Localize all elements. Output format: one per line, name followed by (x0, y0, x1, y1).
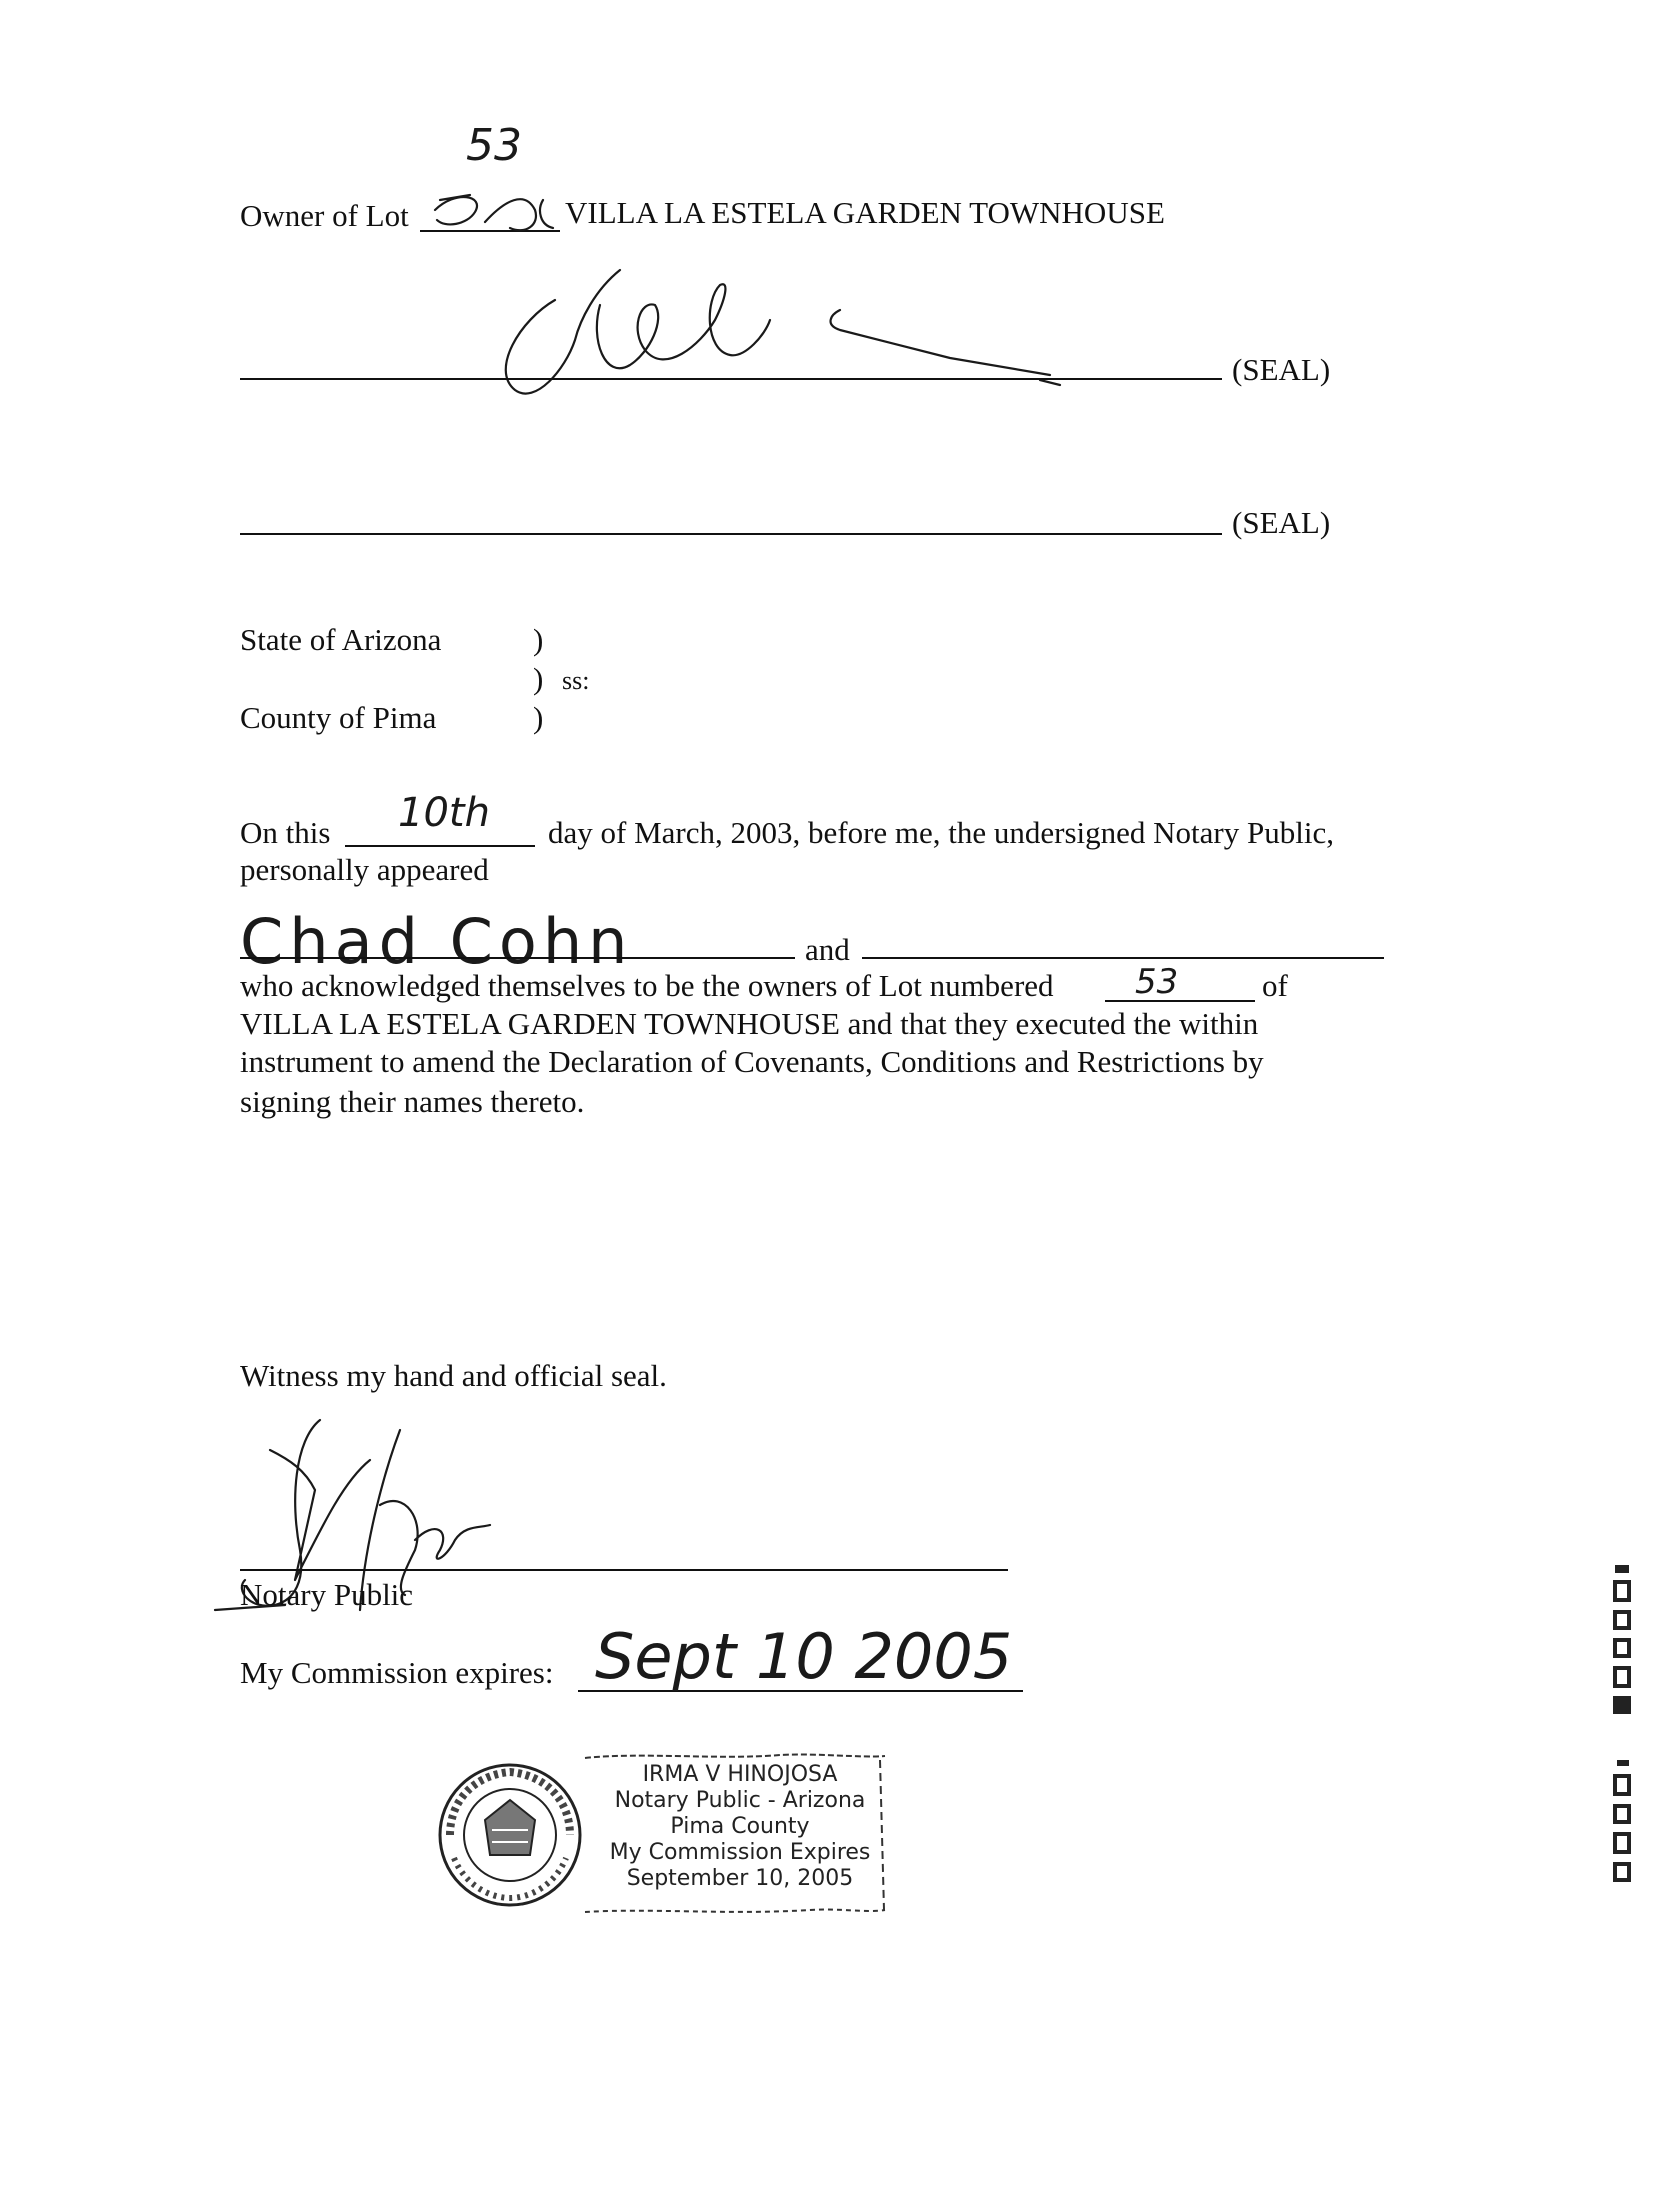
margin-recording-code (1605, 1560, 1645, 1920)
venue-paren-1: ) (533, 622, 544, 657)
arizona-state-seal (430, 1760, 590, 1910)
ack-who-text: who acknowledged themselves to be the owners of Lot numbered (240, 968, 1054, 1003)
ack-second-signer-blank (862, 957, 1384, 959)
stamp-expires-label: My Commission Expires (609, 1840, 871, 1865)
venue-county: County of Pima (240, 700, 437, 735)
venue-state: State of Arizona (240, 622, 442, 657)
stamp-county: Pima County (670, 1814, 810, 1839)
seal-label-2: (SEAL) (1232, 505, 1331, 540)
owner-lot-number: 53 (466, 120, 522, 171)
ack-day-blank (345, 845, 535, 847)
commission-handwritten: Sept 10 2005 (595, 1620, 1013, 1693)
seal-label-1: (SEAL) (1232, 352, 1331, 387)
ack-lot-blank (1105, 1000, 1255, 1002)
ack-day-handwritten: 10th (398, 790, 490, 836)
notary-public-label: Notary Public (240, 1577, 414, 1612)
owner-lot-label: Owner of Lot (240, 198, 409, 233)
venue-ss: ss: (562, 666, 590, 695)
notary-signature-line (240, 1569, 1008, 1571)
ack-lot-handwritten: 53 (1135, 962, 1179, 1002)
stamp-title: Notary Public - Arizona (614, 1788, 866, 1813)
ack-signer-blank (240, 957, 795, 959)
commission-label: My Commission expires: (240, 1655, 554, 1690)
ack-and: and (805, 932, 850, 967)
ack-line-2: VILLA LA ESTELA GARDEN TOWNHOUSE and that they executed the within (240, 1006, 1259, 1041)
ack-signer-handwritten: Chad Cohn (240, 905, 634, 978)
ack-on-this: On this (240, 815, 331, 850)
ack-of: of (1262, 968, 1288, 1003)
lot-strikeout-scribble (425, 180, 565, 240)
ack-line-3: instrument to amend the Declaration of Covenants, Conditions and Restrictions by (240, 1044, 1264, 1079)
signature-line-1 (240, 378, 1222, 380)
stamp-name: IRMA V HINOJOSA (642, 1762, 838, 1787)
ack-personally: personally appeared (240, 852, 489, 887)
stamp-border (580, 1750, 890, 1920)
witness-statement: Witness my hand and official seal. (240, 1358, 667, 1393)
owner-subdivision: VILLA LA ESTELA GARDEN TOWNHOUSE (565, 195, 1165, 230)
stamp-expires-date: September 10, 2005 (626, 1866, 854, 1891)
venue-paren-3: ) (533, 700, 544, 735)
notary-stamp (430, 1750, 890, 1920)
owner-signature-1 (480, 260, 1060, 410)
signature-line-2 (240, 533, 1222, 535)
ack-day-text: day of March, 2003, before me, the undersigned Notary Public, (548, 815, 1334, 850)
ack-line-4: signing their names thereto. (240, 1084, 585, 1119)
venue-paren-2: ) (533, 661, 544, 696)
